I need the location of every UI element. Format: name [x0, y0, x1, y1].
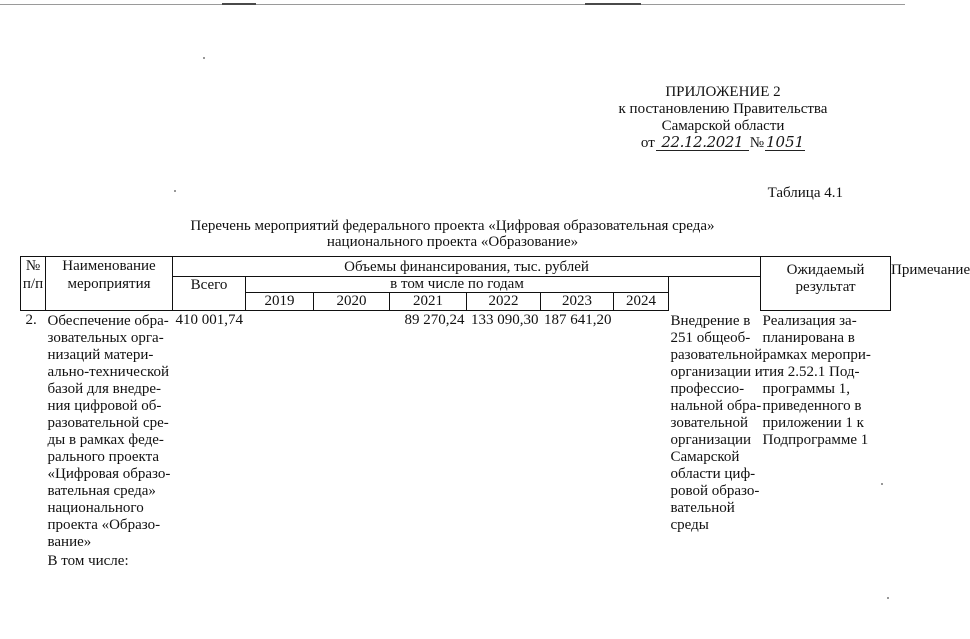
- scan-speck: [203, 57, 205, 59]
- row-number: 2.: [25, 312, 37, 328]
- row-total-amount: 410 001,74: [175, 312, 243, 328]
- table-body: [21, 311, 891, 571]
- scan-edge-segment: [222, 3, 256, 5]
- scan-edge-segment: [585, 3, 641, 5]
- row-2024-amount: [614, 311, 669, 552]
- table-row-including: [21, 551, 891, 570]
- handwritten-number: 1051: [765, 133, 805, 151]
- appendix-block: [598, 84, 848, 152]
- row-activity-name: Обеспечение обра- зовательных орга- низаций матери- ально-технической базой для внедре- ния цифровой об- разовательной сре- ды в рамках феде- рального проекта «Цифровая образо- вательная среда» национального проекта «Образо- вание»: [47, 313, 171, 550]
- header-year-2024: 2024: [614, 293, 669, 311]
- table-header: [21, 257, 970, 311]
- number-sign: №: [749, 135, 765, 151]
- header-year-2021: 2021: [390, 293, 467, 311]
- header-year-2020: 2020: [314, 293, 390, 311]
- scan-speck: [174, 190, 176, 192]
- appendix-line-decree: к постановлению Правительства: [618, 101, 828, 117]
- header-row-1: № п/п Наименование мероприятия Объемы финансирования, тыс. рублей Ожидаемый результат Примечание: [21, 257, 891, 277]
- table-row: [21, 311, 891, 552]
- header-by-years: в том числе по годам: [246, 277, 669, 293]
- handwritten-date: 22.12.2021: [656, 135, 749, 151]
- including-number-cell: [21, 551, 46, 570]
- row-2020-amount: [314, 311, 390, 552]
- row-2022-amount: 133 090,30: [471, 312, 539, 328]
- row-expected-result: Внедрение в 251 общеоб- разовательной организации и профессио- нальной обра- зовательной организации Самарской области циф- ровой образо- вательной среды: [670, 312, 763, 533]
- funding-table: [20, 256, 970, 570]
- scan-speck: [887, 597, 889, 599]
- header-expected-result: Ожидаемый результат: [761, 257, 891, 311]
- header-number: № п/п: [21, 257, 46, 311]
- header-year-2022: 2022: [467, 293, 541, 311]
- row-2019-amount: [246, 311, 314, 552]
- scan-edge-line: [0, 4, 905, 5]
- document-title-line-1: Перечень мероприятий федерального проекта «Цифровая образовательная среда»: [190, 218, 715, 234]
- document-title-line-2: национального проекта «Образование»: [326, 234, 579, 250]
- appendix-title: ПРИЛОЖЕНИЕ 2: [665, 84, 781, 100]
- row-2021-amount: 89 270,24: [404, 312, 465, 328]
- row-2023-amount: 187 641,20: [544, 312, 612, 328]
- table-label: Таблица 4.1: [767, 185, 843, 201]
- header-year-2019: 2019: [246, 293, 314, 311]
- appendix-date-line: [598, 135, 848, 152]
- header-year-2023: 2023: [541, 293, 614, 311]
- header-activity-name: Наименование мероприятия: [46, 257, 173, 311]
- date-prefix: от: [640, 135, 655, 151]
- header-total: Всего: [173, 277, 246, 311]
- document-title: [0, 218, 905, 250]
- including-label: В том числе:: [47, 553, 129, 569]
- row-note: Реализация за- планирована в рамках меропри- тия 2.52.1 Под- программы 1, приведенного в приложении 1 к Подпрограмме 1: [762, 313, 871, 448]
- appendix-line-region: Самарской области: [661, 118, 785, 134]
- header-funding: Объемы финансирования, тыс. рублей: [173, 257, 761, 277]
